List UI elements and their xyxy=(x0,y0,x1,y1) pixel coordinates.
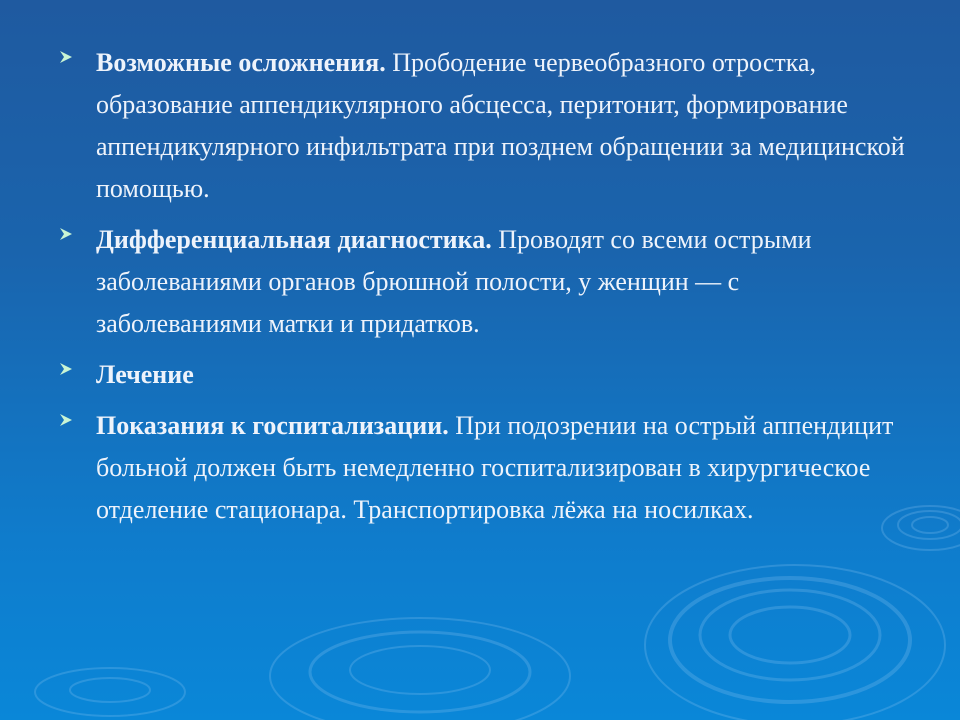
list-item xyxy=(58,354,908,396)
list-item-text xyxy=(96,354,908,396)
list-item-text xyxy=(96,42,908,210)
list-item-text xyxy=(96,219,908,345)
list-item xyxy=(58,42,908,210)
item-body: Прободение червеобразного отростка, образование аппендикулярного абсцесса, перитонит, формирование аппендикулярного инфильтрата при позднем обращении за медицинской помощью. xyxy=(96,48,905,203)
item-heading: Возможные осложнения. xyxy=(96,48,386,77)
item-body: Проводят со всеми острыми заболеваниями органов брюшной полости, у женщин — с заболеваниями матки и придатков. xyxy=(96,225,812,338)
chevron-arrow-icon xyxy=(58,49,74,65)
list-item xyxy=(58,405,908,531)
bullet-list xyxy=(58,42,908,540)
item-heading: Дифференциальная диагностика. xyxy=(96,225,492,254)
list-item xyxy=(58,219,908,345)
chevron-arrow-icon xyxy=(58,412,74,428)
item-heading: Показания к госпитализации. xyxy=(96,411,449,440)
list-item-text xyxy=(96,405,908,531)
item-heading: Лечение xyxy=(96,360,194,389)
chevron-arrow-icon xyxy=(58,226,74,242)
item-body: При подозрении на острый аппендицит больной должен быть немедленно госпитализирован в хирургическое отделение стационара. Транспортировка лёжа на носилках. xyxy=(96,411,894,524)
chevron-arrow-icon xyxy=(58,361,74,377)
